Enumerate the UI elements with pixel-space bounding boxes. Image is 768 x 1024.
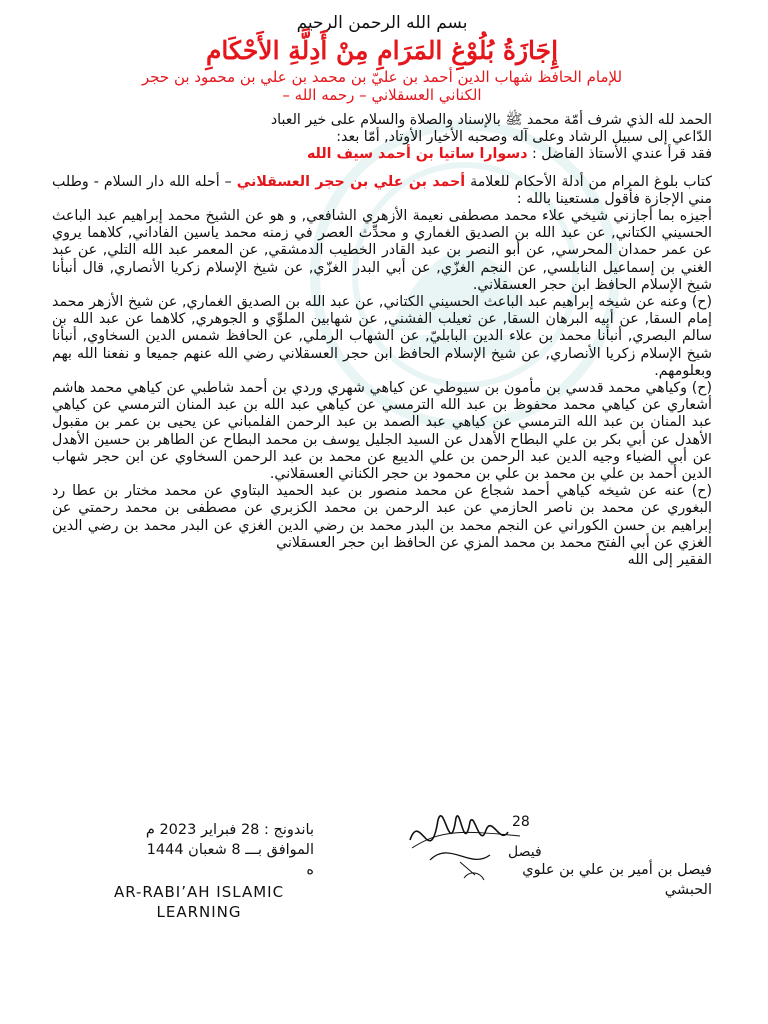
chain-paragraph-4: (ح) عنه عن شيخه كياهي أحمد شجاع عن محمد منصور بن عبد الحميد البتاوي عن محمد مختار بن عطا رد البغوري عن محمد بن ناصر الحازمي عن عبد الرحمن بن محمد الكزبري عن مصطفى بن محمد رحمتي عن إبراهيم بن حسن الكوراني عن النجم محمد بن البدر محمد بن رضي الدين الغزي عن البدر محمد بن رضي الدين الغزي عن أبي الفتح محمد بن محمد المزي عن الحافظ ابن حجر العسقلاني bbox=[52, 483, 712, 551]
intro-line-1: الحمد لله الذي شرف أمّة محمد ﷺ بالإسناد والصلاة والسلام على خير العباد bbox=[270, 112, 712, 128]
signature-name-scrawl: فيصل bbox=[508, 844, 542, 860]
document-body bbox=[52, 12, 712, 569]
reader-name: دسوارا ساتيا بن أحمد سيف الله bbox=[306, 146, 528, 163]
document-title: إِجَازَةُ بُلُوْغِ المَرَامِ مِنْ أَدِلَّةِ الأَحْكَامِ bbox=[205, 36, 559, 65]
book-prefix: كتاب بلوغ المرام من أدلة الأحكام للعلامة bbox=[470, 173, 712, 190]
signer-name-line-2: الحبشي bbox=[664, 882, 712, 898]
subtitle-line-1: للإمام الحافظ شهاب الدين أحمد بن عليّ بن محمد بن علي بن محمود بن حجر bbox=[141, 68, 623, 86]
signer-name-line-1: فيصل بن أمير بن علي بن علوي bbox=[522, 862, 712, 878]
book-suffix: – أحله الله دار السلام - وطلب مني الإجازة فأقول مستعينا بالله : bbox=[52, 173, 712, 207]
footer bbox=[0, 800, 768, 1000]
signature-number: 28 bbox=[512, 814, 530, 830]
date-line-2: الموافق بـــ 8 شعبان 1444 bbox=[146, 842, 314, 858]
chain-paragraph-3: (ح) وكياهي محمد قدسي بن مأمون بن سيوطي عن كياهي شهري وردي بن أحمد شاطبي عن كياهي محمد هاشم أشعاري عن كياهي محمد محفوظ بن عبد الله الترمسي عن كياهي عبد الله بن عبد المنان الترمسي عن كياهي عبد المنان بن عبد الله الترمسي عن كياهي عبد الصمد بن عبد الرحمن الفلمباني عن يحيى بن عمر بن مقبول الأهدل عن أبي بكر بن علي البطاح الأهدل عن السيد الجليل يوسف بن محمد البطاح عن الطاهر بن حسين الأهدل عن أبي الضياء وجيه الدين عبد الرحمن بن علي الديبع عن محمد بن عبد الرحمن السخاوي عن ابن حجر شهاب الدين أحمد بن علي بن محمد بن علي بن محمود بن حجر الكناني العسقلاني. bbox=[52, 380, 712, 483]
chain-paragraph-1: أجيزه بما أجازني شيخي علاء محمد مصطفى نعيمة الأزهري الشافعي, و هو عن الشيخ محمد إبراهيم عبد الباعث الحسيني الكتاني, عن عبد الله بن الصديق الغماري و محدِّث العصر في زمنه محمد ياسين الفاداني, كلاهما يروي عن عمر حمدان المحرسي, عن أبو النصر بن عبد القادر الخطيب الدمشقي, عن المعمر عبد الله التلي, عن عبد الغني بن إسماعيل النابلسي, عن النجم الغزّي, عن أبي البدر الغزّي, عن شيخ الإسلام زكريا الأنصاري, قال أنبأنا شيخ الإسلام الحافظ ابن حجر العسقلاني. bbox=[52, 208, 712, 293]
intro-section bbox=[52, 112, 712, 164]
reader-line bbox=[52, 146, 712, 163]
institute-name: AR-RABI’AH ISLAMIC LEARNING bbox=[113, 883, 285, 921]
subtitle-line-2: الكناني العسقلاني – رحمه الله – bbox=[282, 86, 482, 104]
chain-paragraph-2: (ح) وعنه عن شيخه إبراهيم عبد الباعث الحسيني الكتاني, عن عبد الله بن الصديق الغماري, عن شيخ الأزهر محمد إمام السقا, عن أبيه البرهان السقا, عن ثعيلب الفشني, عن شهابين الملوِّي و الجوهري, كلاهما عن عبد الله بن سالم البصري, أنبأنا محمد بن علاء الدين البابليّ, عن الشهاب الرملي, عن الحافظ شمس الدين السخاوي, أنبأنا شيخ الإسلام زكريا الأنصاري, عن شيخ الإسلام الحافظ ابن حجر العسقلاني رضي الله عنهم جميعا و نفعنا الله بهم وبعلومهم. bbox=[52, 294, 712, 379]
intro-line-2: الدّاعي إلى سبيل الرشاد وعلى آله وصحبه الأخيار الأوتاد, أمّا بعد: bbox=[336, 129, 712, 146]
book-line bbox=[52, 174, 712, 208]
signer-block bbox=[400, 860, 712, 900]
author-name: أحمد بن علي بن حجر العسقلاني bbox=[236, 173, 466, 190]
closing-phrase: الفقير إلى الله bbox=[627, 552, 712, 569]
basmala: بسم الله الرحمن الرحيم bbox=[296, 13, 468, 33]
date-block bbox=[84, 820, 314, 880]
date-line-3: ه bbox=[306, 862, 314, 878]
date-line-1: باندونج : 28 فبراير 2023 م bbox=[145, 822, 314, 838]
reader-prefix: فقد قرأ عندي الأستاذ الفاضل : bbox=[532, 146, 712, 163]
